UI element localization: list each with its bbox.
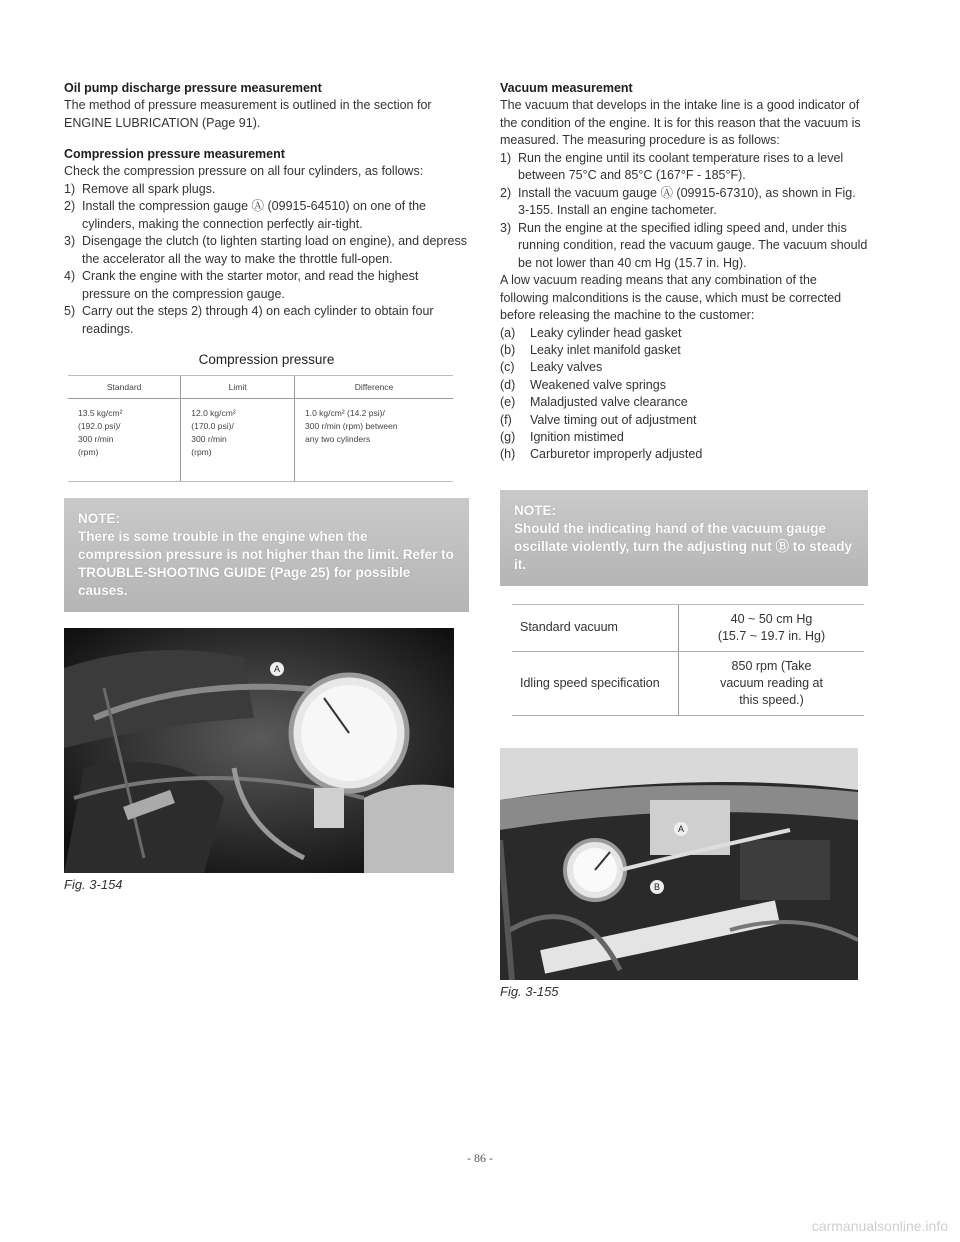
vacuum-note — [500, 490, 868, 586]
table-cell: 40 ~ 50 cm Hg (15.7 ~ 19.7 in. Hg) — [679, 604, 865, 651]
watermark: carmanualsonline.info — [811, 1218, 948, 1234]
list-item: (e) Maladjusted valve clearance — [500, 395, 688, 410]
table-header: Standard — [68, 376, 181, 399]
compression-heading: Compression pressure measurement — [64, 147, 285, 161]
vacuum-steps — [500, 150, 868, 273]
list-item: 4) Crank the engine with the starter motor, and read the highest pressure on the compression gauge. — [64, 269, 419, 301]
vacuum-intro: The vacuum that develops in the intake line is a good indicator of the condition of the engine. It is for this reason that the vacuum is measured. The measuring procedure is as follows: — [500, 98, 861, 147]
list-item: (f) Valve timing out of adjustment — [500, 412, 697, 427]
vacuum-heading: Vacuum measurement — [500, 81, 633, 95]
table-header: Limit — [181, 376, 295, 399]
note-label: NOTE: — [514, 502, 556, 518]
figure-caption: Fig. 3-154 — [64, 877, 123, 892]
compression-intro: Check the compression pressure on all four cylinders, as follows: — [64, 164, 424, 178]
oil-pump-body: The method of pressure measurement is outlined in the section for ENGINE LUBRICATION (Page 91). — [64, 98, 432, 130]
list-item: 1) Run the engine until its coolant temperature rises to a level between 75°C and 85°C (167°F - 185°F). — [500, 150, 844, 182]
list-item: (d) Weakened valve springs — [500, 377, 666, 392]
list-item: (h) Carburetor improperly adjusted — [500, 447, 703, 462]
table-row — [512, 651, 864, 715]
compression-table-title: Compression pressure — [198, 352, 335, 367]
list-item: 3) Run the engine at the specified idling speed and, under this running condition, read the vacuum gauge. The vacuum should be not lower than 40 cm Hg (15.7 in. Hg). — [500, 220, 868, 270]
low-vacuum-text: A low vacuum reading means that any combination of the following malconditions is the cause, which must be corrected before releasing the machine to the customer: — [500, 273, 842, 322]
list-item: (a) Leaky cylinder head gasket — [500, 325, 682, 340]
table-cell: Idling speed specification — [512, 651, 679, 715]
compression-steps — [64, 181, 469, 339]
page-number: - 86 - — [467, 1151, 493, 1165]
table-row — [512, 604, 864, 651]
table-cell: 13.5 kg/cm² (192.0 psi)/ 300 r/min (rpm) — [68, 399, 181, 482]
vacuum-gauge-photo — [500, 730, 858, 980]
right-column — [500, 80, 868, 999]
table-header: Difference — [295, 376, 454, 399]
table-cell: 1.0 kg/cm² (14.2 psi)/ 300 r/min (rpm) between any two cylinders — [295, 399, 454, 482]
list-item: 3) Disengage the clutch (to lighten starting load on engine), and depress the accelerator all the way to make the throttle full-open. — [64, 234, 467, 266]
table-cell: 850 rpm (Take vacuum reading at this speed.) — [679, 651, 865, 715]
vacuum-spec-table — [512, 604, 864, 716]
compression-table — [68, 375, 453, 482]
compression-note — [64, 498, 469, 612]
left-column — [64, 80, 469, 892]
list-item: 2) Install the vacuum gauge Ⓐ (09915-67310), as shown in Fig. 3-155. Install an engine tachometer. — [500, 185, 856, 217]
compression-gauge-photo — [64, 628, 454, 873]
note-text: There is some trouble in the engine when the compression pressure is not higher than the limit. Refer to TROUBLE-SHOOTING GUIDE (Page 25) for possible causes. — [78, 529, 454, 598]
list-item: (b) Leaky inlet manifold gasket — [500, 342, 681, 357]
table-row — [68, 399, 453, 482]
oil-pump-heading: Oil pump discharge pressure measurement — [64, 81, 322, 95]
table-cell: 12.0 kg/cm² (170.0 psi)/ 300 r/min (rpm) — [181, 399, 295, 482]
list-item: (c) Leaky valves — [500, 360, 603, 375]
photo-callout-label: B — [650, 880, 664, 894]
malconditions-list — [500, 325, 868, 464]
note-text: Should the indicating hand of the vacuum gauge oscillate violently, turn the adjusting nut Ⓑ to steady it. — [514, 520, 853, 572]
table-cell: Standard vacuum — [512, 604, 679, 651]
list-item: (g) Ignition mistimed — [500, 429, 624, 444]
note-label: NOTE: — [78, 511, 120, 526]
photo-callout-label: A — [270, 662, 284, 676]
list-item: 1) Remove all spark plugs. — [64, 181, 216, 196]
photo-callout-label: A — [674, 822, 688, 836]
figure-caption: Fig. 3-155 — [500, 983, 559, 999]
list-item: 5) Carry out the steps 2) through 4) on each cylinder to obtain four readings. — [64, 304, 434, 336]
list-item: 2) Install the compression gauge Ⓐ (09915-64510) on one of the cylinders, making the connection perfectly air-tight. — [64, 199, 426, 231]
